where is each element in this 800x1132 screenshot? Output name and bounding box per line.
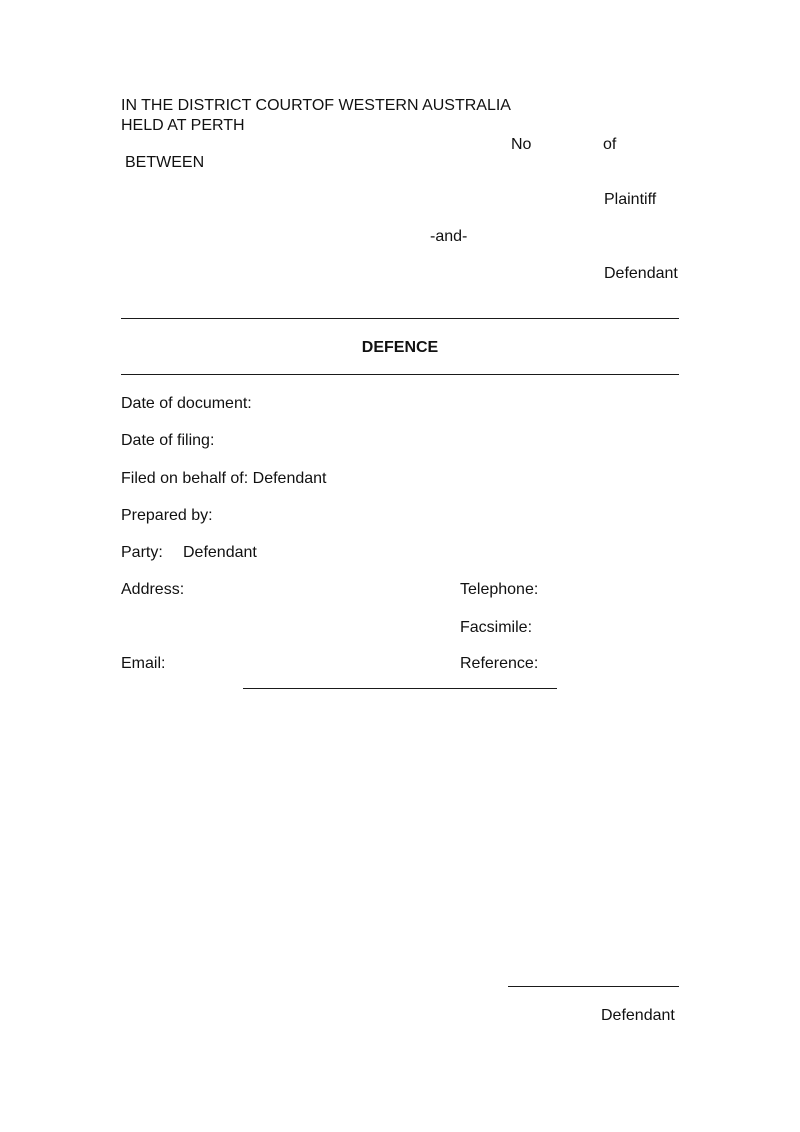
address-label: Address: xyxy=(121,581,185,598)
court-location: HELD AT PERTH xyxy=(121,117,245,134)
document-title: DEFENCE xyxy=(361,339,439,356)
between-label: BETWEEN xyxy=(125,154,205,171)
date-of-filing-label: Date of filing: xyxy=(121,432,215,449)
filed-on-behalf-label: Filed on behalf of: Defendant xyxy=(121,470,327,487)
facsimile-label: Facsimile: xyxy=(460,619,533,636)
party-label: Party: xyxy=(121,544,163,561)
email-label: Email: xyxy=(121,655,166,672)
prepared-by-label: Prepared by: xyxy=(121,507,213,524)
case-number-label: No xyxy=(511,136,532,153)
and-separator: -and- xyxy=(430,228,468,245)
defendant-label: Defendant xyxy=(604,265,678,282)
plaintiff-label: Plaintiff xyxy=(604,191,657,208)
court-name: IN THE DISTRICT COURTOF WESTERN AUSTRALIA xyxy=(121,97,511,114)
title-top-rule xyxy=(121,318,679,319)
telephone-label: Telephone: xyxy=(460,581,539,598)
details-end-rule xyxy=(243,688,557,689)
title-bottom-rule xyxy=(121,374,679,375)
signature-label: Defendant xyxy=(601,1007,675,1024)
case-year-label: of xyxy=(603,136,617,153)
signature-line xyxy=(508,986,679,987)
reference-label: Reference: xyxy=(460,655,539,672)
party-value: Defendant xyxy=(183,544,257,561)
date-of-document-label: Date of document: xyxy=(121,395,252,412)
